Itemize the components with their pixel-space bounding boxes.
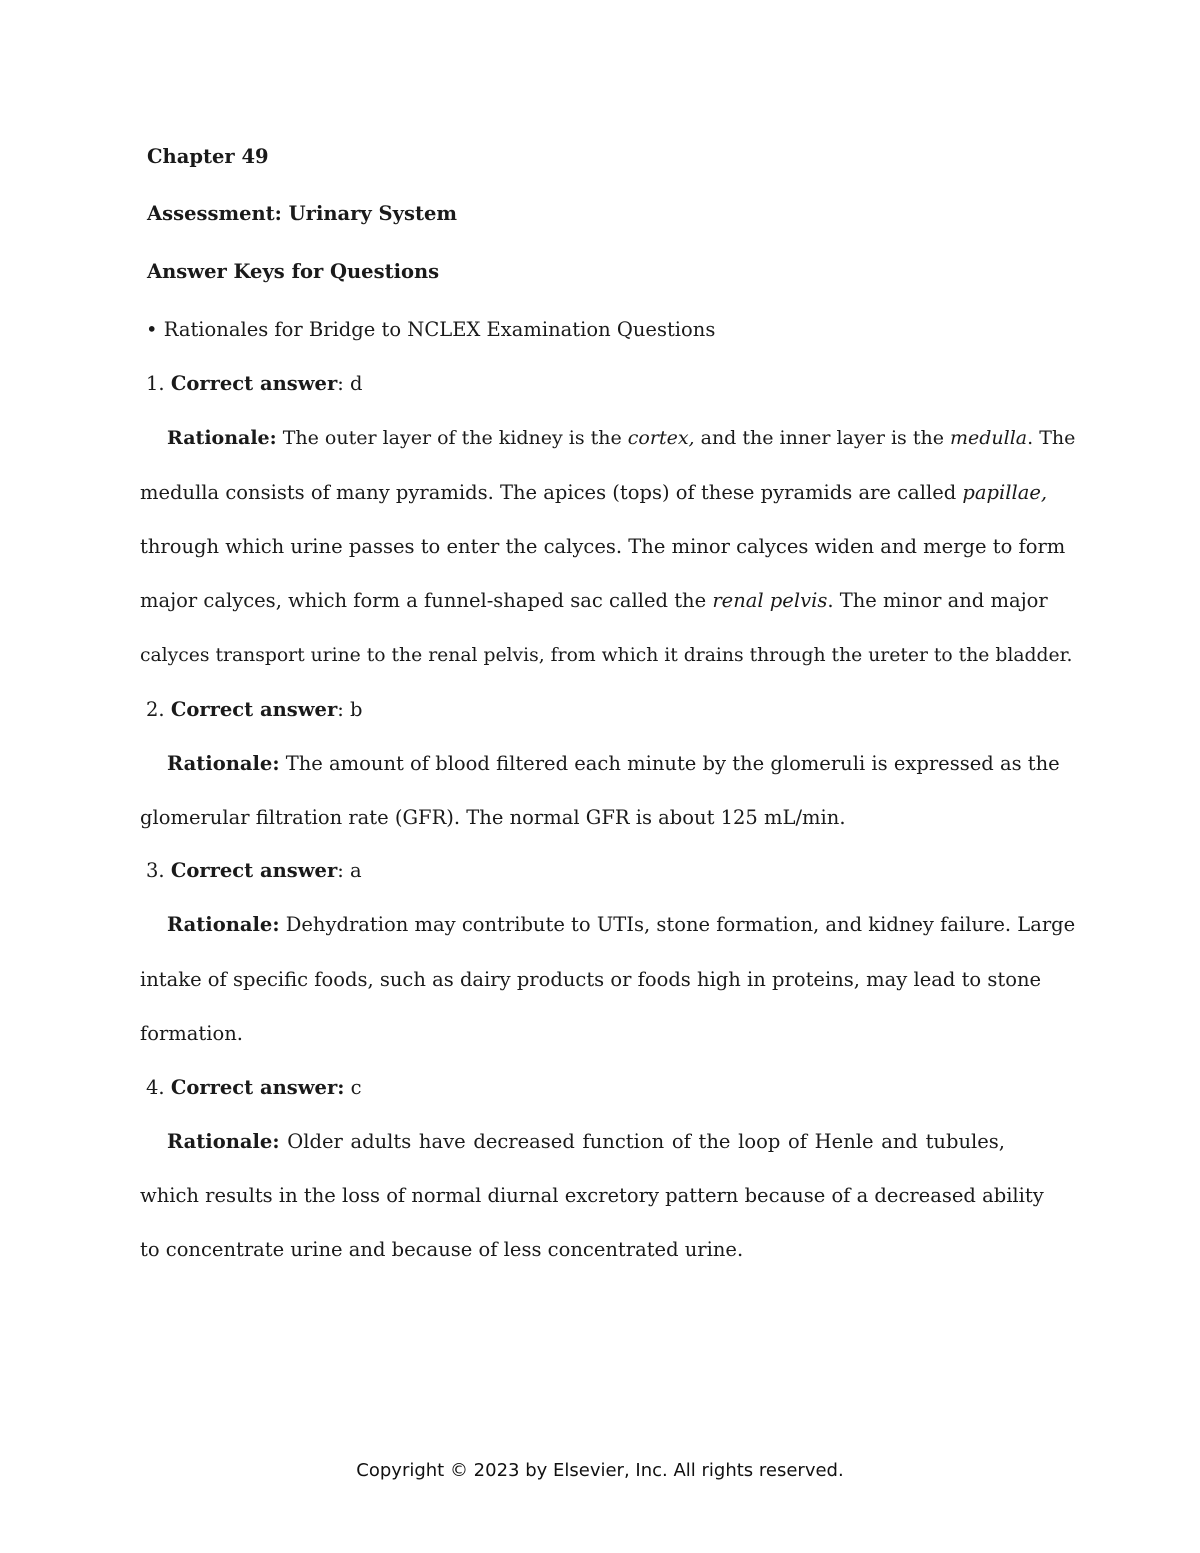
question-number: 3. <box>146 859 165 882</box>
question-number: 2. <box>146 698 165 721</box>
chapter-title: Chapter 49 <box>147 145 269 168</box>
question-1-rationale-line: Rationale: The outer layer of the kidney is the cortex, and the inner layer is the medulla. The <box>167 427 1076 449</box>
question-number: 4. <box>146 1076 165 1099</box>
rationale-label: Rationale: <box>167 752 280 775</box>
rationale-text-line: which results in the loss of normal diurnal excretory pattern because of a decreased ability <box>140 1184 1044 1207</box>
question-3-answer <box>146 858 362 884</box>
copyright-footer: Copyright © 2023 by Elsevier, Inc. All rights reserved. <box>356 1460 844 1481</box>
rationale-label: Rationale: <box>167 1130 280 1153</box>
answer-value: : b <box>337 698 363 721</box>
question-4-rationale-line: Rationale: Older adults have decreased function of the loop of Henle and tubules, <box>167 1130 1005 1153</box>
question-number: 1. <box>146 372 165 395</box>
section-title: Assessment: Urinary System <box>147 202 457 225</box>
correct-answer-label: Correct answer <box>170 859 338 882</box>
correct-answer-label: Correct answer: <box>170 1076 345 1099</box>
rationales-bullet: • Rationales for Bridge to NCLEX Examination Questions <box>146 318 716 341</box>
rationale-text-line: formation. <box>140 1022 243 1045</box>
rationale-label: Rationale: <box>167 427 277 449</box>
correct-answer-label: Correct answer <box>170 372 338 395</box>
question-4-answer <box>146 1075 362 1101</box>
rationale-text-line: medulla consists of many pyramids. The apices (tops) of these pyramids are called papillae, <box>140 481 1048 504</box>
question-3-rationale-line: Rationale: Dehydration may contribute to UTIs, stone formation, and kidney failure. Large <box>167 913 1076 936</box>
rationale-text-line: through which urine passes to enter the calyces. The minor calyces widen and merge to form <box>140 535 1066 558</box>
question-2-answer <box>146 697 363 723</box>
question-1-answer <box>146 371 363 397</box>
rationale-text-line: major calyces, which form a funnel-shaped sac called the renal pelvis. The minor and major <box>140 589 1048 612</box>
rationale-label: Rationale: <box>167 913 280 936</box>
rationale-text-line: intake of specific foods, such as dairy products or foods high in proteins, may lead to stone <box>140 968 1042 991</box>
rationale-text-line: glomerular filtration rate (GFR). The normal GFR is about 125 mL/min. <box>140 806 846 829</box>
answer-value: : d <box>337 372 363 395</box>
rationale-text-line: calyces transport urine to the renal pelvis, from which it drains through the ureter to the bladder. <box>140 645 1073 666</box>
rationale-text-line: to concentrate urine and because of less concentrated urine. <box>140 1238 744 1261</box>
question-2-rationale-line: Rationale: The amount of blood filtered each minute by the glomeruli is expressed as the <box>167 752 1060 775</box>
answer-keys-heading: Answer Keys for Questions <box>147 260 440 283</box>
answer-value: c <box>344 1076 362 1099</box>
correct-answer-label: Correct answer <box>170 698 338 721</box>
answer-value: : a <box>337 859 362 882</box>
